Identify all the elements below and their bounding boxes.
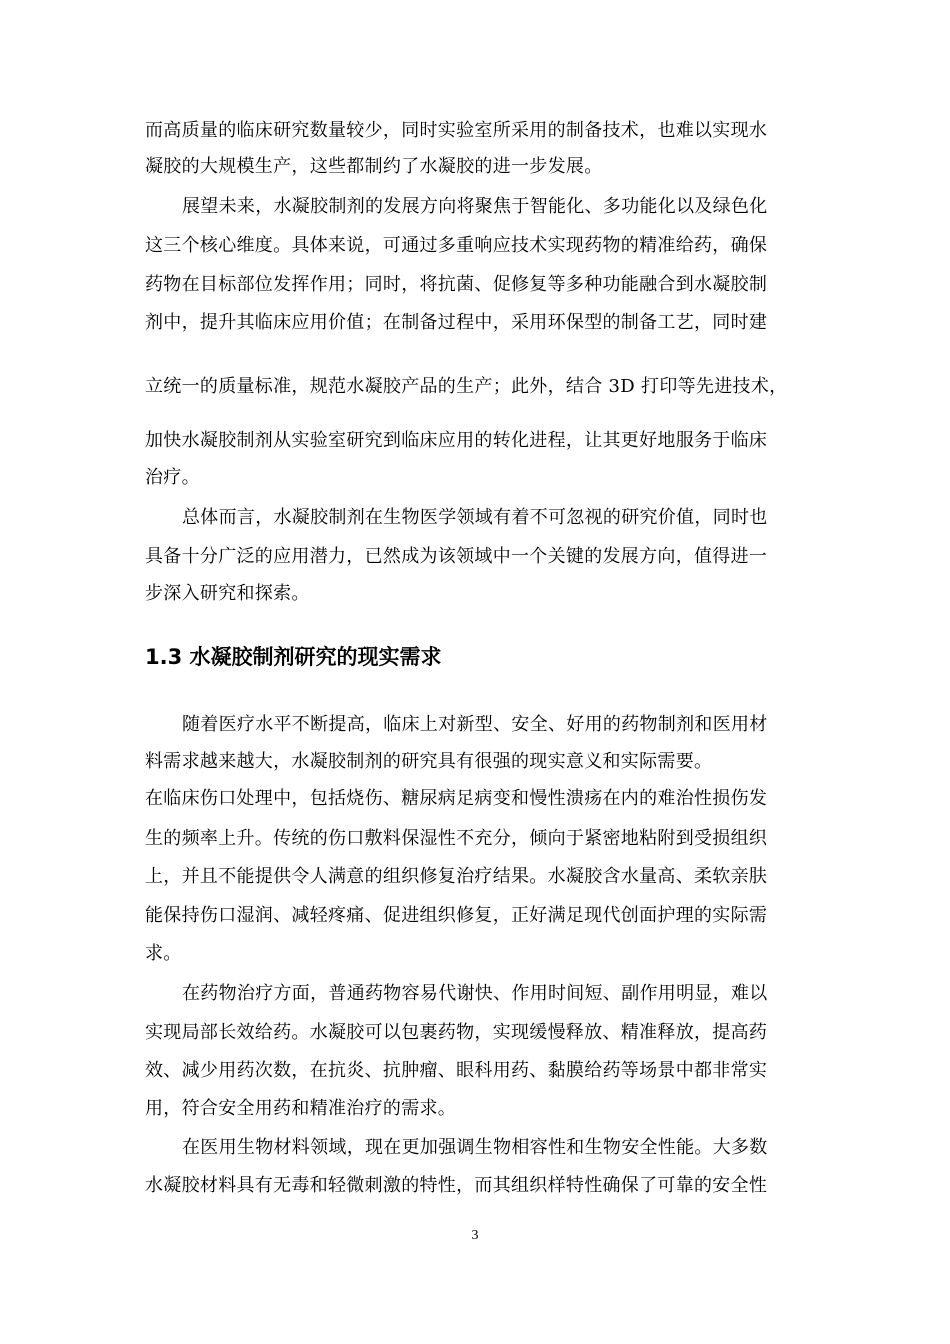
body-line: 步深入研究和探索。 xyxy=(145,583,310,604)
section-heading: 1.3 水凝胶制剂研究的现实需求 xyxy=(145,645,442,669)
body-line: 立统一的质量标准，规范水凝胶产品的生产；此外，结合 3D 打印等先进技术， xyxy=(145,376,788,397)
body-line: 具备十分广泛的应用潜力，已然成为该领域中一个关键的发展方向，值得进一 xyxy=(145,546,768,567)
body-line: 治疗。 xyxy=(145,467,200,488)
section-line: 能保持伤口湿润、减轻疼痛、促进组织修复，正好满足现代创面护理的实际需 xyxy=(145,905,768,926)
body-line: 总体而言，水凝胶制剂在生物医学领域有着不可忽视的研究价值，同时也 xyxy=(182,507,768,528)
section-line: 随着医疗水平不断提高，临床上对新型、安全、好用的药物制剂和医用材 xyxy=(182,714,768,735)
body-line: 而高质量的临床研究数量较少，同时实验室所采用的制备技术，也难以实现水 xyxy=(145,120,768,141)
section-line: 在药物治疗方面，普通药物容易代谢快、作用时间短、副作用明显，难以 xyxy=(182,983,768,1004)
section-line: 用，符合安全用药和精准治疗的需求。 xyxy=(145,1098,457,1119)
section-line: 生的频率上升。传统的伤口敷料保湿性不充分，倾向于紧密地粘附到受损组织 xyxy=(145,828,768,849)
section-line: 在医用生物材料领域，现在更加强调生物相容性和生物安全性能。大多数 xyxy=(182,1137,768,1158)
section-line: 水凝胶材料具有无毒和轻微刺激的特性，而其组织样特性确保了可靠的安全性 xyxy=(145,1175,768,1196)
body-line: 这三个核心维度。具体来说，可通过多重响应技术实现药物的精准给药，确保 xyxy=(145,235,768,256)
body-line: 展望未来，水凝胶制剂的发展方向将聚焦于智能化、多功能化以及绿色化 xyxy=(182,196,768,217)
page-number: 3 xyxy=(471,1228,479,1243)
body-line: 加快水凝胶制剂从实验室研究到临床应用的转化进程，让其更好地服务于临床 xyxy=(145,430,768,451)
section-line: 实现局部长效给药。水凝胶可以包裹药物，实现缓慢释放、精准释放，提高药 xyxy=(145,1022,768,1043)
section-line: 效、减少用药次数，在抗炎、抗肿瘤、眼科用药、黏膜给药等场景中都非常实 xyxy=(145,1060,768,1081)
body-line: 药物在目标部位发挥作用；同时，将抗菌、促修复等多种功能融合到水凝胶制 xyxy=(145,274,768,295)
section-line: 料需求越来越大，水凝胶制剂的研究具有很强的现实意义和实际需要。 xyxy=(145,751,713,772)
section-line: 求。 xyxy=(145,943,182,964)
body-line: 凝胶的大规模生产，这些都制约了水凝胶的进一步发展。 xyxy=(145,156,603,177)
section-line: 上，并且不能提供令人满意的组织修复治疗结果。水凝胶含水量高、柔软亲肤 xyxy=(145,866,768,887)
section-line: 在临床伤口处理中，包括烧伤、糖尿病足病变和慢性溃疡在内的难治性损伤发 xyxy=(145,788,768,809)
body-line: 剂中，提升其临床应用价值；在制备过程中，采用环保型的制备工艺，同时建 xyxy=(145,312,768,333)
